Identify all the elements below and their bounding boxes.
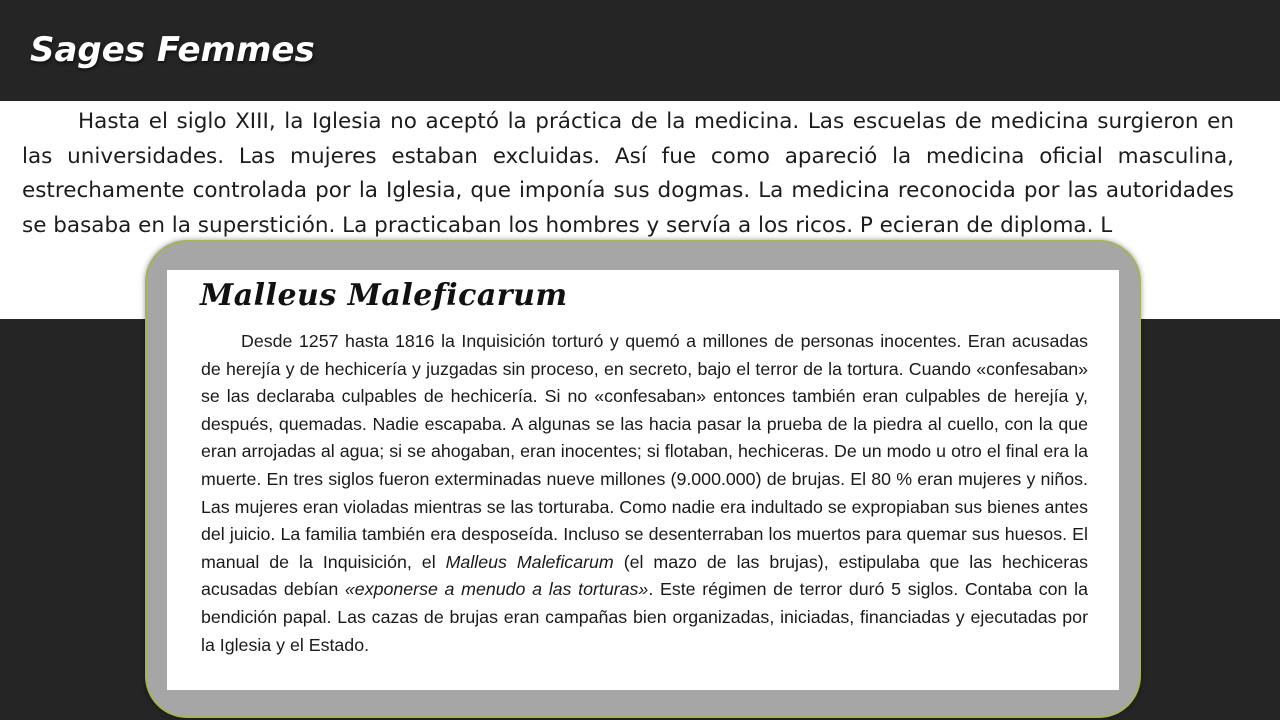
- slide-title: Sages Femmes: [30, 30, 315, 70]
- title-bar: [0, 0, 1280, 100]
- background-paragraph: Hasta el siglo XIII, la Iglesia no aceptó la práctica de la medicina. Las escuelas de medicina surgieron en las universidades. Las mujeres estaban excluidas. Así fue como apareció la medicina oficial masculina, estrechamente controlada por la Iglesia, que imponía sus dogmas. La medicina reconocida por las autoridades se basaba en la superstición. La practicaban los hombres y servía a los ricos. P ecieran de diploma. L: [22, 109, 1234, 238]
- excerpt-paragraph: [201, 328, 1088, 659]
- scanned-excerpt: [167, 270, 1119, 690]
- excerpt-italic-title: Malleus Maleficarum: [445, 551, 614, 572]
- excerpt-heading: Malleus Maleficarum: [200, 278, 568, 313]
- excerpt-italic-quote: «exponerse a menudo a las torturas»: [344, 579, 649, 600]
- excerpt-text-1: Desde 1257 hasta 1816 la Inquisición torturó y quemó a millones de personas inocentes. Eran acusadas de herejía y de hechicería y juzgadas sin proceso, en secreto, bajo el terror de la tortura. Cuando «confesaban» se las declaraba culpables de hechicería. Si no «confesaban» entonces también eran culpables de herejía y, después, quemadas. Nadie escapaba. A algunas se las hacia pasar la prueba de la piedra al cuello, con la que eran arrojadas al agua; si se ahogaban, eran inocentes; si flotaban, hechiceras. De un modo u otro el final era la muerte. En tres siglos fueron exterminadas nueve millones (9.000.000) de brujas. El 80 % eran mujeres y niños. Las mujeres eran violadas mientras se las torturaba. Como nadie era indultado se expropiaban sus bienes antes del juicio. La familia también era desposeída. Incluso se desenterraban los muertos para quemar sus huesos. El manual de la Inquisición, el: [201, 331, 1088, 572]
- excerpt-text-3: . Este régimen de terror duró 5 siglos. Contaba con la bendición papal. Las cazas de brujas eran campañas bien organizadas, iniciadas, financiadas y ejecutadas por la Iglesia y el Estado.: [201, 579, 1088, 655]
- excerpt-text-2: (el mazo de las brujas), estipulaba que las hechiceras acusadas debían: [201, 551, 1089, 600]
